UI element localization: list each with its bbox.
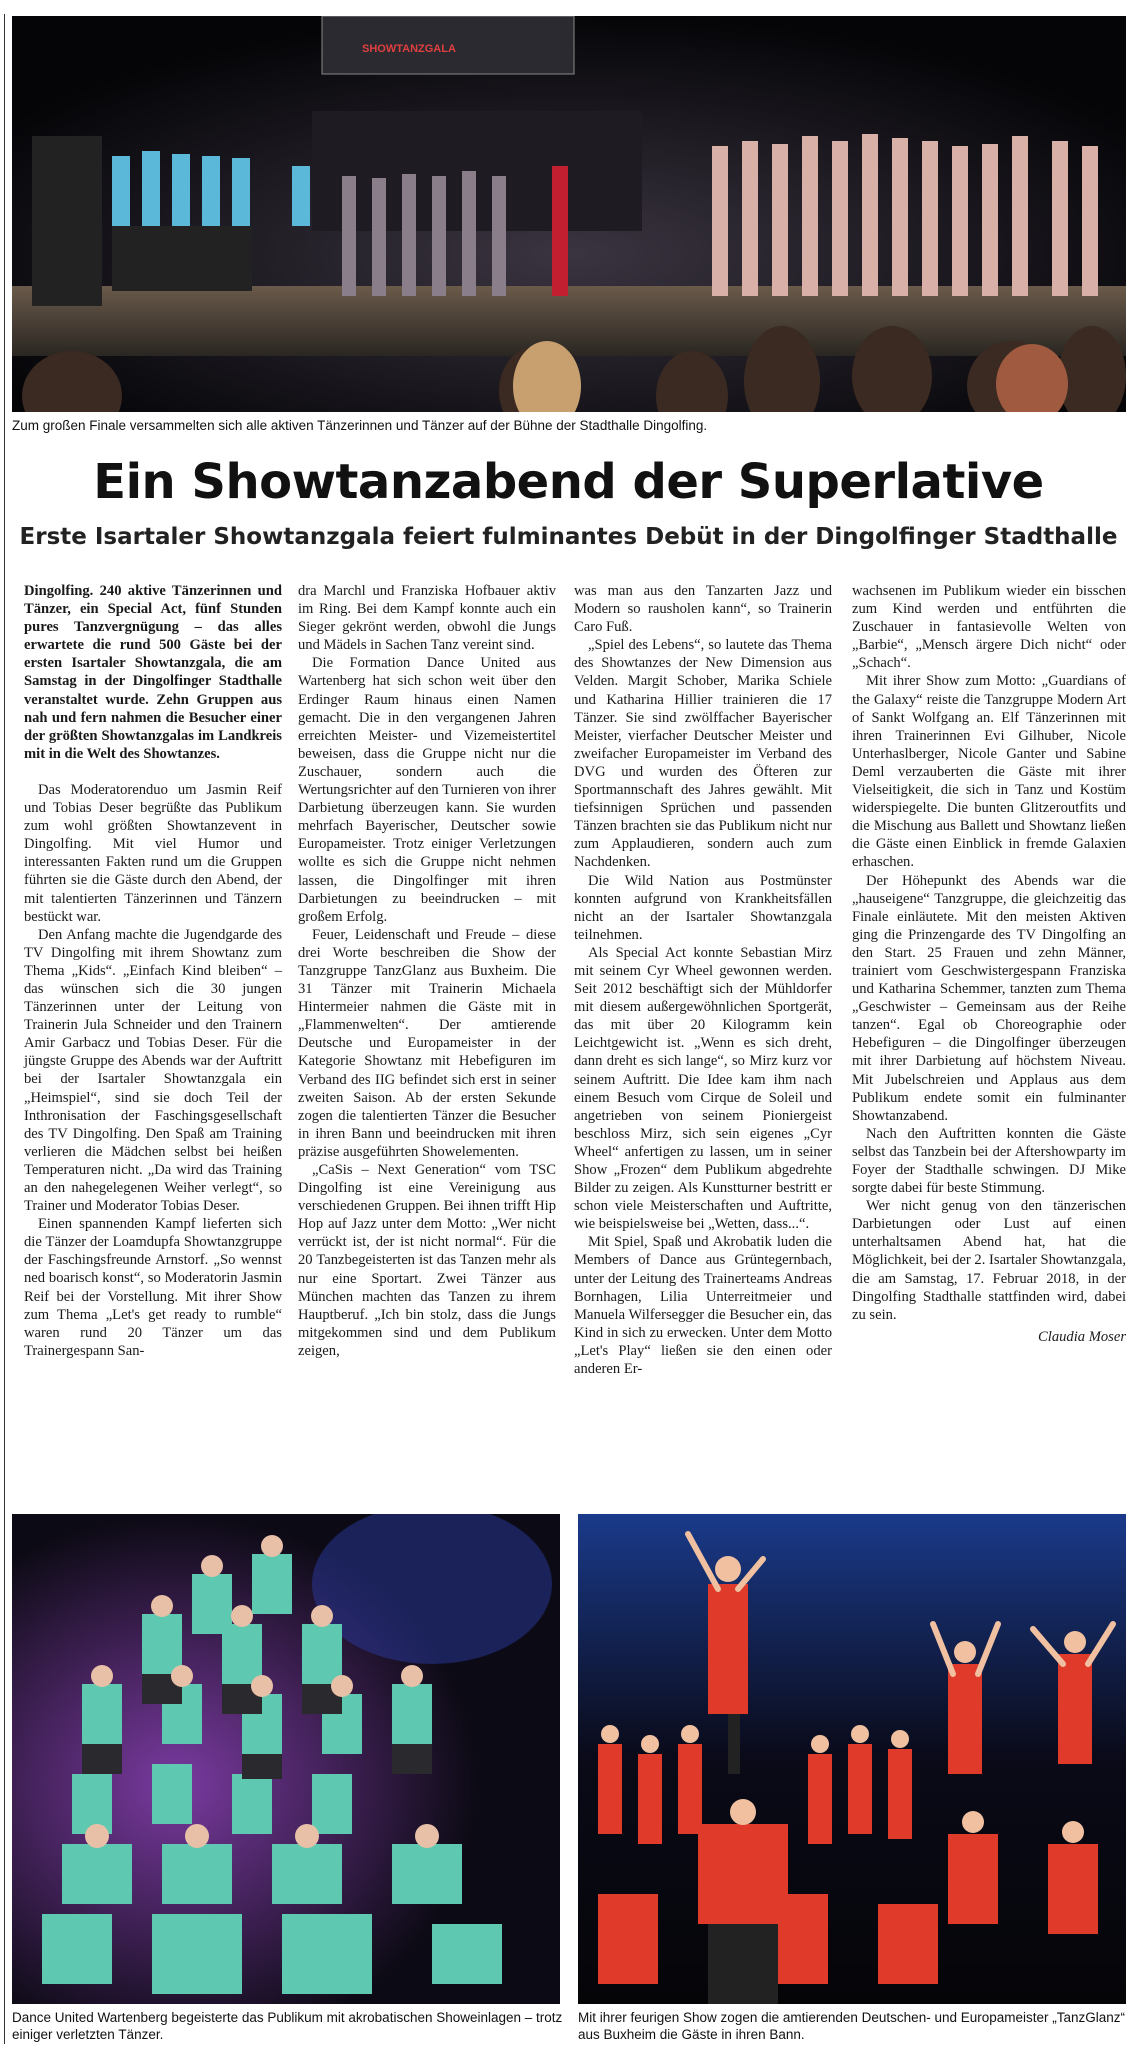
- paragraph: Die Wild Nation aus Postmünster konnten aufgrund von Krankheitsfällen nicht an der Isartaler Showtanzgala teilnehmen.: [574, 872, 832, 943]
- paragraph: was man aus den Tanzarten Jazz und Modern so rausholen kann“, so Trainerin Caro Fuß.: [574, 583, 832, 636]
- caption-top-photo: Zum großen Finale versammelten sich alle aktiven Tänzerinnen und Tänzer auf der Bühne der Stadthalle Dingolfing.: [12, 418, 708, 433]
- paragraph: Mit Spiel, Spaß und Akrobatik luden die Members of Dance aus Grüntegernbach, unter der Leitung des Trainerteams Andreas Bornhagen, Lilia Unterreitmeier und Manuela Wilfersegger die Besucher ein, das Kind in sich zu erwecken. Unter dem Motto „Let's Play“ ließen sie den einen oder anderen Er-: [574, 1234, 832, 1378]
- paragraph: Das Moderatorenduo um Jasmin Reif und Tobias Deser begrüßte das Publikum zum wohl größten Showtanzevent in Dingolfing. Mit viel Humor und interessanten Fakten rund um die Gruppen führten sie die Gäste durch den Abend, der mit talentierten Tänzerinnen und Tänzern bestückt war.: [24, 781, 282, 925]
- article-column-2: [298, 582, 556, 1360]
- column-rule: [4, 14, 5, 2044]
- article-column-1: [24, 582, 282, 1360]
- caption-bottom-left-photo: Dance United Wartenberg begeisterte das Publikum mit akrobatischen Showeinlagen – trotz einiger verletzten Tänzer.: [12, 2010, 563, 2042]
- caption-bottom-right-photo: Mit ihrer feurigen Show zogen die amtierenden Deutschen- und Europameister „TanzGlanz“ aus Buxheim die Gäste in ihren Bann.: [578, 2010, 1126, 2042]
- paragraph: Feuer, Leidenschaft und Freude – diese drei Worte beschreiben die Show der Tanzgruppe TanzGlanz aus Buxheim. Die 31 Tänzer mit Trainerin Michaela Hintermeier nahmen die Gäste mit in „Flammenwelten“. Der amtierende Deutsche und Europameister in der Kategorie Showtanz mit Hebefiguren im Verband des IIG befindet sich erst in seiner zweiten Saison. Ab der ersten Sekunde zogen die talentierten Tänzer die Besucher in ihren Bann und beeindrucken mit ihren präzise ausgeführten Showelementen.: [298, 926, 556, 1160]
- photo-tanzglanz-show: [578, 1514, 1126, 2004]
- paragraph: Mit ihrer Show zum Motto: „Guardians of the Galaxy“ reiste die Tanzgruppe Modern Art of Sankt Wolfgang an. Elf Tänzerinnen mit ihren Trainerinnen Evi Gilhuber, Nicole Unterhaslberger, Nicole Ganter und Sabine Deml verzauberten die Gäste mit ihrer Vielseitigkeit, die sich in Tanz und Kostüm widerspiegelte. Die bunten Glitzeroutfits und die Mischung aus Ballett und Showtanz ließen die Gäste einen Einblick in fremde Galaxien erhaschen.: [852, 673, 1126, 871]
- subheadline: Erste Isartaler Showtanzgala feiert fulminantes Debüt in der Dingolfinger Stadthalle: [19, 524, 1118, 550]
- photo-finale-stage: [12, 16, 1126, 412]
- author-byline: Claudia Moser: [1038, 1328, 1126, 1345]
- paragraph: „Spiel des Lebens“, so lautete das Thema des Showtanzes der New Dimension aus Velden. Margit Schober, Marika Schiele und Katharina Hillier trainieren die 17 Tänzer. Sie sind zwölffacher Bayerischer Meister, vierfacher Deutscher Meister und zweifacher Europameister im Verband des DVG und wurden des Öfteren zur Sportmannschaft des Jahres gewählt. Mit tiefsinnigen Sprüchen und passenden Tänzen brachten sie das Publikum nicht nur zum Applaudieren, sondern auch zum Nachdenken.: [574, 637, 832, 871]
- paragraph: Der Höhepunkt des Abends war die „hauseigene“ Tanzgruppe, die gleichzeitig das Finale einläutete. Mit den meisten Aktiven ging die Prinzengarde des TV Dingolfing an den Start. 25 Frauen und zehn Männer, trainiert vom Geschwistergespann Franziska und Katharina Schemmer, tanzten zum Thema „Geschwister – Gemeinsam aus der Reihe tanzen“. Egal ob Choreographie oder Hebefiguren – die Dingolfinger überzeugen mit ihrer Darbietung auf höchstem Niveau. Mit Jubelschreien und Applaus aus dem Publikum endete somit ein fulminanter Showtanzabend.: [852, 872, 1126, 1124]
- paragraph: dra Marchl und Franziska Hofbauer aktiv im Ring. Bei dem Kampf konnte auch ein Sieger gekrönt werden, obwohl die Jungs und Mädels in Sachen Tanz vereint sind.: [298, 583, 556, 654]
- headline: Ein Showtanzabend der Superlative: [93, 454, 1044, 510]
- photo-dance-united-pyramid: [12, 1514, 560, 2004]
- paragraph: „CaSis – Next Generation“ vom TSC Dingolfing ist eine Vereinigung aus verschiedenen Gruppen. Bei ihnen trifft Hip Hop auf Jazz unter dem Motto: „Wer nicht verrückt ist, der ist nicht normal“. Für die 20 Tanzbegeisterten ist das Tanzen mehr als nur eine Sportart. Zwei Tänzer aus München machten das Tanzen zu ihrem Hauptberuf. „Ich bin stolz, dass die Jungs mitgekommen sind und dem Publikum zeigen,: [298, 1162, 556, 1359]
- paragraph: Als Special Act konnte Sebastian Mirz mit seinem Cyr Wheel gewonnen werden. Seit 2012 beschäftigt sich der Mühldorfer mit diesem außergewöhnlichen Sportgerät, das mit über 20 Kilogramm kein Leichtgewicht ist. „Wenn es sich dreht, dann dreht es sich lange“, so Mirz kurz vor seinem Auftritt. Die Idee kam ihm nach einem Besuch vom Cirque de Soleil und angetrieben von seinem Pioniergeist beschloss Mirz, sich sein eigenes „Cyr Wheel“ anfertigen zu lassen, um in seiner Show „Frozen“ dem Publikum abgedrehte Bilder zu zeigen. Als Kunstturner bestritt er schon viele Meisterschaften und Auftritte, wie beispielsweise bei „Wetten, dass...“.: [574, 944, 832, 1233]
- article-column-4: [852, 582, 1126, 1346]
- article-column-3: [574, 582, 832, 1378]
- paragraph: Die Formation Dance United aus Wartenberg hat sich schon weit über den Erdinger Raum hinaus einen Namen gemacht. Die in den vergangenen Jahren erreichten Meister- und Vizemeistertitel beweisen, dass die Gruppe nicht nur die Zuschauer, sondern auch die Wertungsrichter auf den Turnieren von ihrer Darbietung überzeugen kann. Sie wurden mehrfach Bayerischer, Deutscher sowie Europameister. Trotz einiger Verletzungen wollte es sich die Gruppe nicht nehmen lassen, die Dingolfinger mit ihren Darbietungen zu beeindrucken – mit großem Erfolg.: [298, 655, 556, 925]
- paragraph: wachsenen im Publikum wieder ein bisschen zum Kind werden und entführten die Zuschauer in fantasievolle Welten von „Barbie“, „Mensch ärgere Dich nicht“ oder „Schach“.: [852, 583, 1126, 672]
- paragraph: Den Anfang machte die Jugendgarde des TV Dingolfing mit ihrem Showtanz zum Thema „Kids“. „Einfach Kind bleiben“ – das wünschen sich die 30 jungen Tänzerinnen unter der Leitung von Trainerin Jula Schneider und den Trainern Amir Garbacz und Tobias Deser. Für die jüngste Gruppe des Abends war der Auftritt bei der Isartaler Showtanzgala ein „Heimspiel“, sind sie doch Teil der Inthronisation der Faschingsgesellschaft des TV Dingolfing. Den Spaß am Training verlieren die Mädchen selbst bei heißen Temperaturen nicht. „Da wird das Training an den nahegelegenen Weiher verlegt“, so Trainer und Moderator Tobias Deser.: [24, 926, 282, 1215]
- paragraph: Wer nicht genug von den tänzerischen Darbietungen oder Lust auf einen unterhaltsamen Abend hat, hat die Möglichkeit, bei der 2. Isartaler Showtanzgala, die am Samstag, 17. Februar 2018, in der Dingolfing Stadthalle stattfinden wird, dabei zu sein.: [852, 1198, 1126, 1323]
- paragraph: Nach den Auftritten konnten die Gäste selbst das Tanzbein bei der Aftershowparty im Foyer der Stadthalle schwingen. DJ Mike sorgte dabei für beste Stimmung.: [852, 1125, 1126, 1197]
- paragraph: Einen spannenden Kampf lieferten sich die Tänzer der Loamdupfa Showtanzgruppe der Faschingsfreunde Arnstorf. „So wennst ned boarisch konst“, so Moderatorin Jasmin Reif bei der Vorstellung. Mit ihrer Show zum Thema „Let's get ready to rumble“ waren rund 20 Tänzer um das Trainergespann San-: [24, 1216, 282, 1359]
- lead-paragraph: Dingolfing. 240 aktive Tänzerinnen und Tänzer, ein Special Act, fünf Stunden pures Tanzvergnügung – das alles erwartete die rund 500 Gäste bei der ersten Isartaler Showtanzgala, die am Samstag in der Dingolfinger Stadthalle veranstaltet wurde. Zehn Gruppen aus nah und fern nahmen die Besucher einer der größten Showtanzgalas im Landkreis mit in die Welt des Showtanzes.: [24, 583, 282, 762]
- banner-text: SHOWTANZGALA: [362, 43, 456, 55]
